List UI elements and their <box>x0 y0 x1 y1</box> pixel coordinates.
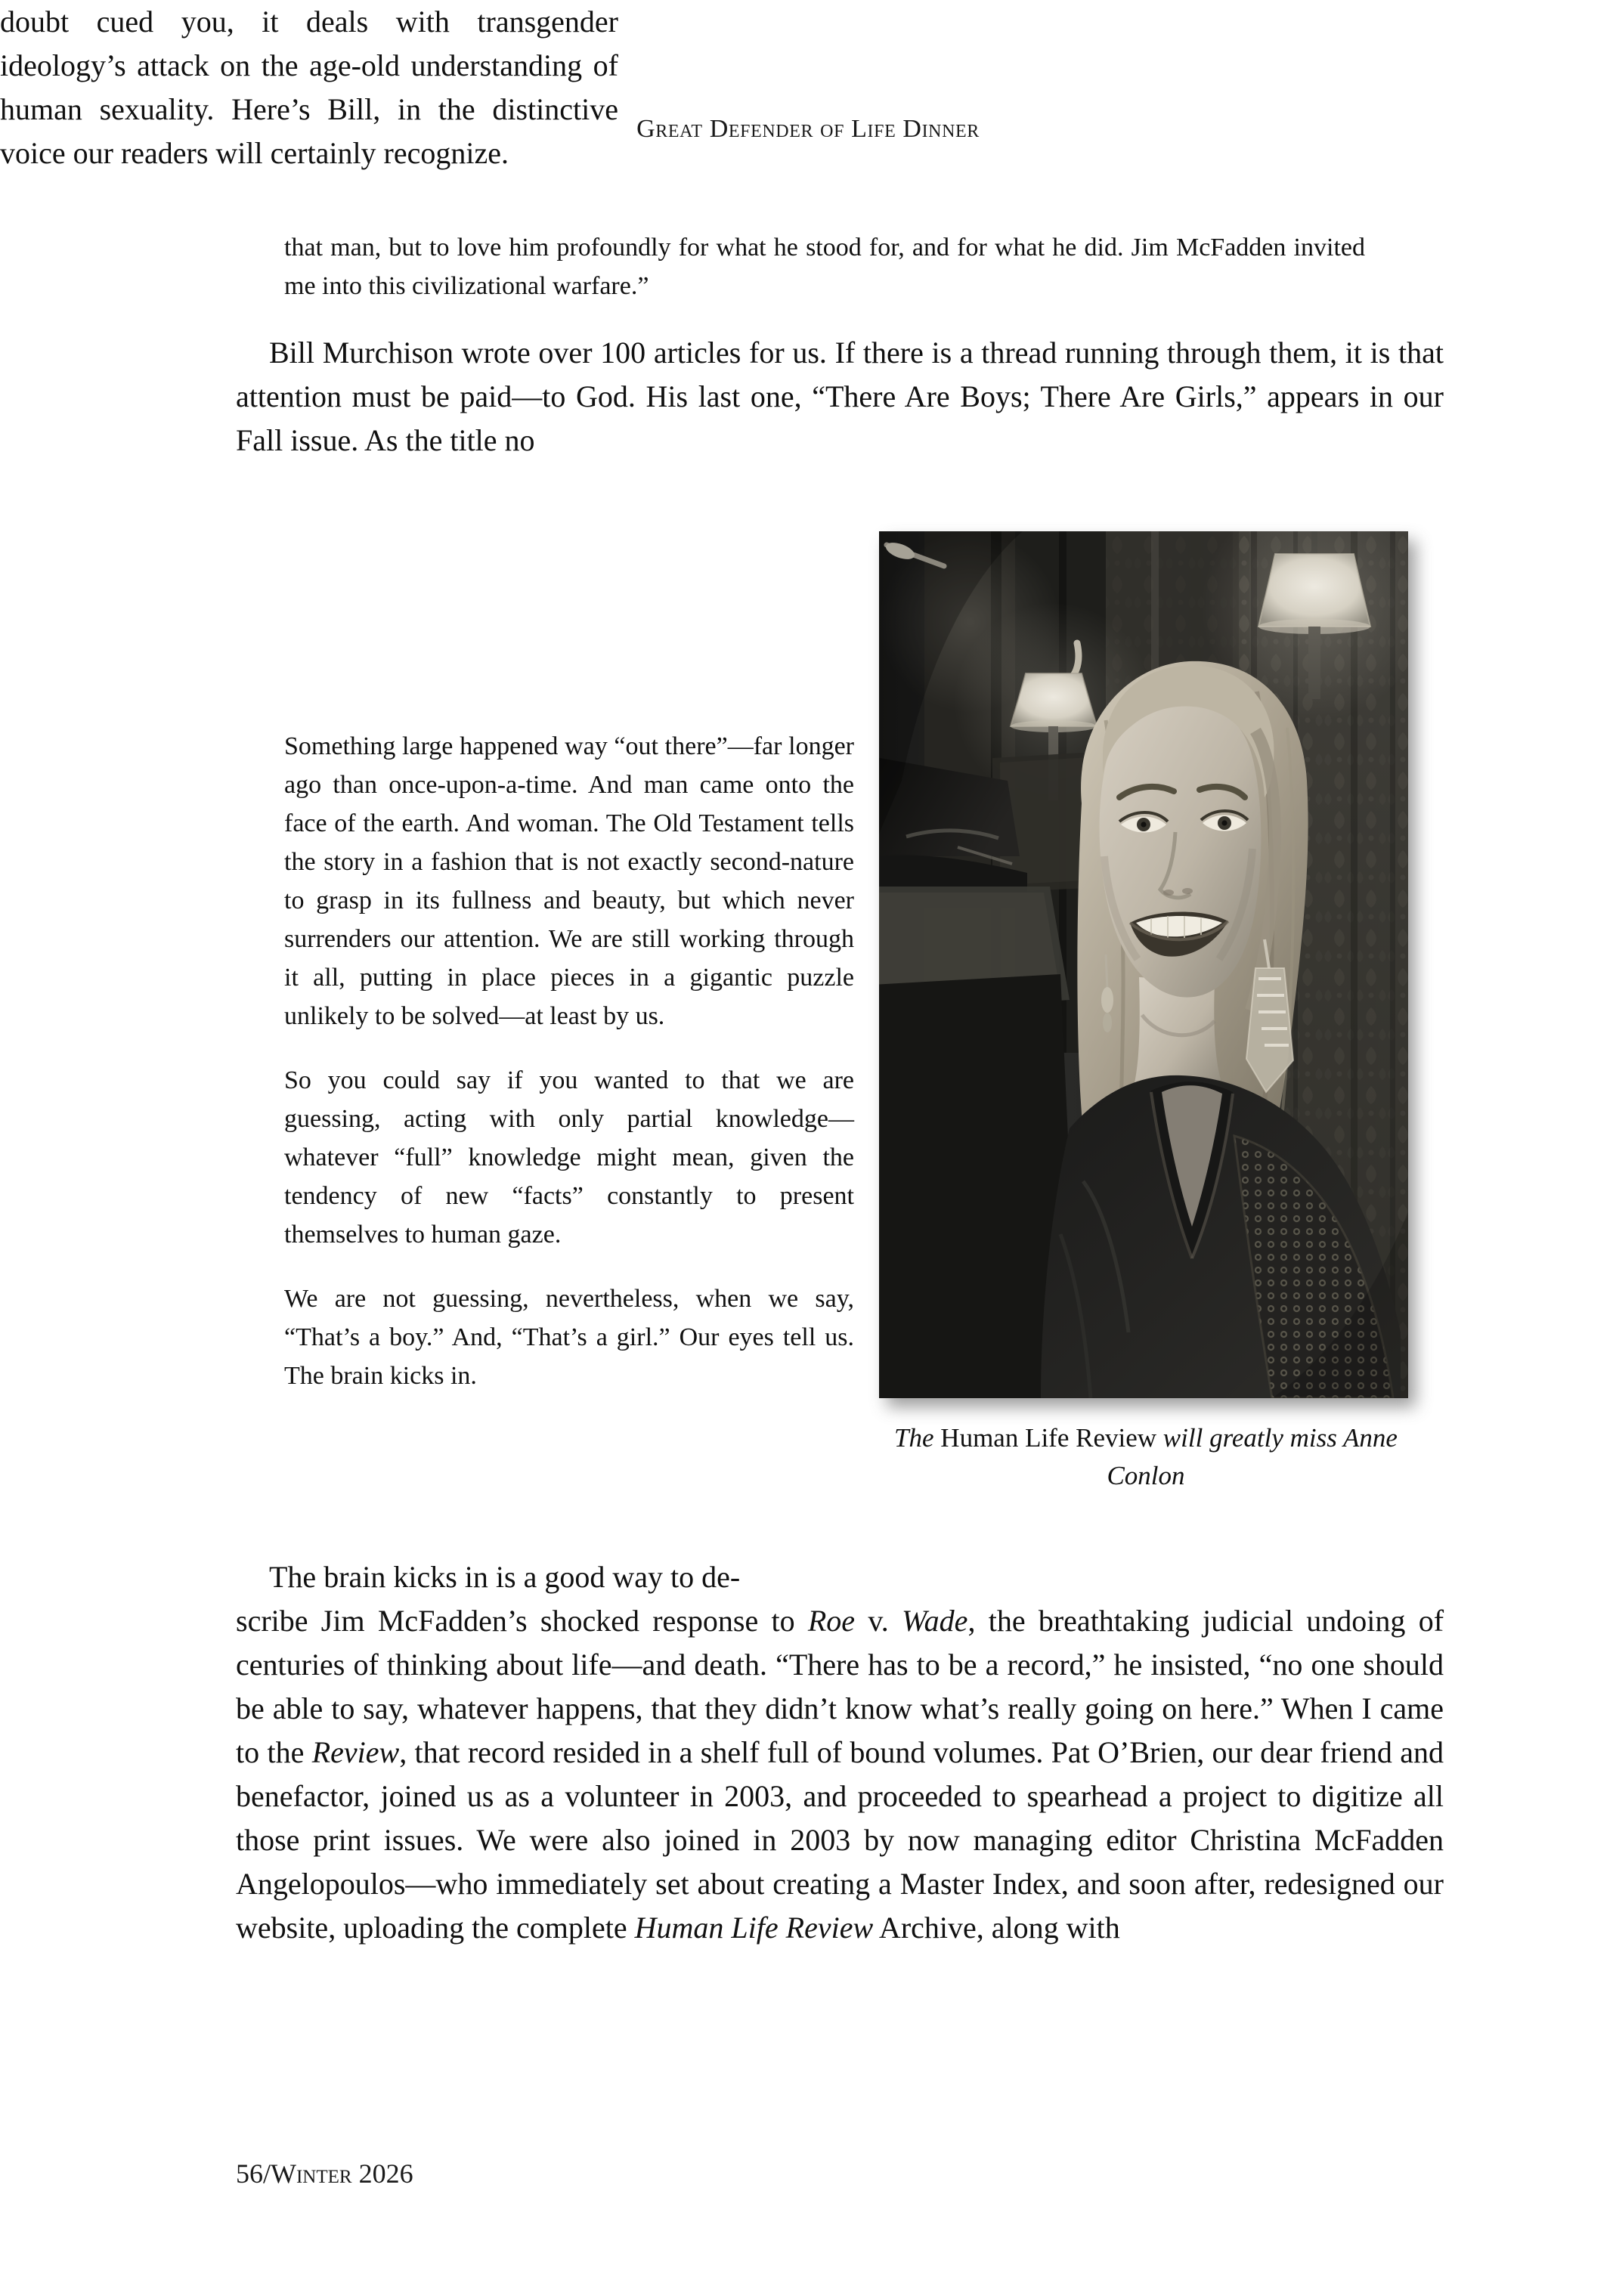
closing-seg-4: , that record resided in a shelf full of bound volumes. Pat O’Brien, our dear friend and benefactor, joined us as a volunteer in 2003, and proceeded to spearhead a project to digitize all those print issues. We were also joined in 2003 by now managing editor Christina McFadden Angelopoulos—who immediately set about creating a Master Index, and soon after, redesigned our website, uploading the complete <box>236 1735 1444 1945</box>
closing-seg-1: scribe Jim McFadden’s shocked response to <box>236 1604 808 1638</box>
page-folio: 56/Winter 2026 <box>236 2158 413 2189</box>
closing-paragraph-first-line: The brain kicks in is a good way to de- <box>269 1560 741 1594</box>
extract-block <box>284 727 854 1395</box>
lead-paragraph-part-two: doubt cued you, it deals with transgender ideology’s attack on the age-old understanding of human sexuality. Here’s Bill, in the distinctive voice our readers will certainly recognize. <box>0 5 618 170</box>
caption-publication-title: Human Life Review <box>940 1423 1157 1453</box>
lead-paragraph-wrap-block <box>0 0 618 175</box>
lead-paragraph-block <box>236 331 1444 463</box>
closing-seg-3: , the breathtaking judicial undoing of centuries of thinking about life—and death. “There has to be a record,” he insisted, “no one should be able to say, whatever happens, that they didn’t know what’s really going on here.” When I came to the <box>236 1604 1444 1769</box>
case-name-wade: Wade <box>902 1604 968 1638</box>
closing-paragraph-first-line-block <box>236 1555 854 1599</box>
running-head: Great Defender of Life Dinner <box>636 115 980 143</box>
portrait-photo <box>879 531 1408 1398</box>
photo-caption <box>879 1419 1413 1495</box>
closing-seg-2: v. <box>855 1604 902 1638</box>
extract-paragraph: We are not guessing, nevertheless, when we say, “That’s a boy.” And, “That’s a girl.” Our eyes tell us. The brain kicks in. <box>284 1285 854 1390</box>
extract-paragraph: Something large happened way “out there”—far longer ago than once-upon-a-time. And man came onto the face of the earth. And woman. The Old Testament tells the story in a fashion that is not exactly second-nature to grasp in its fullness and beauty, but which never surrenders our attention. We are still working through it all, putting in place pieces in a gigantic puzzle unlikely to be solved—at least by us. <box>284 732 854 1030</box>
case-name-roe: Roe <box>807 1604 856 1638</box>
quote-continuation-text: that man, but to love him profoundly for what he stood for, and for what he did. Jim McFadden invited me into this civilizational warfare.” <box>284 234 1365 300</box>
caption-lead: The <box>894 1423 941 1453</box>
photo-figure <box>879 531 1408 1398</box>
quote-continuation-block <box>284 228 1365 305</box>
closing-paragraph <box>236 1599 1444 1950</box>
closing-seg-5: Archive, along with <box>873 1911 1120 1945</box>
caption-tail: will greatly miss Anne Conlon <box>1107 1423 1398 1490</box>
closing-paragraph-block <box>236 1599 1444 1950</box>
extract-paragraph: So you could say if you wanted to that we are guessing, acting with only partial knowledge—whatever “full” knowledge might mean, given the tendency of new “facts” constantly to present themselves to human gaze. <box>284 1066 854 1249</box>
publication-human-life-review: Human Life Review <box>634 1911 874 1945</box>
lead-paragraph-part-one: Bill Murchison wrote over 100 articles for us. If there is a thread running through them, it is that attention must be paid—to God. His last one, “There Are Boys; There Are Girls,” appears in our Fall issue. As the title no <box>236 336 1444 457</box>
publication-review: Review <box>311 1735 400 1769</box>
